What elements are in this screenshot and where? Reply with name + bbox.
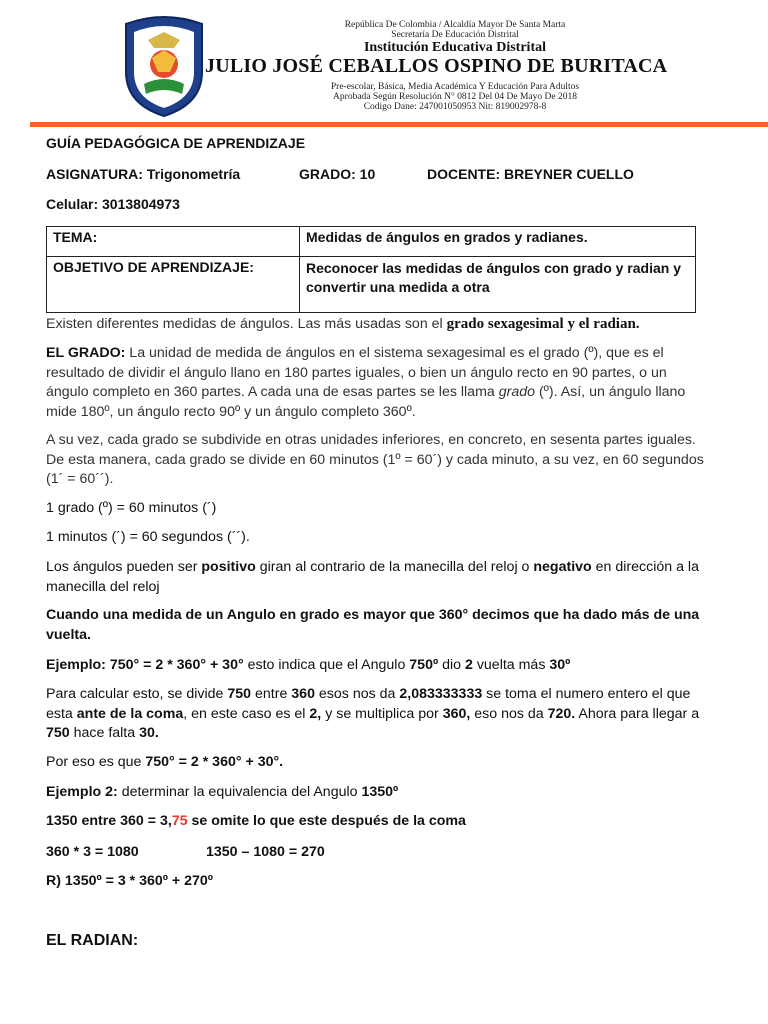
equation-2: 1 minutos (´) = 60 segundos (´´). <box>46 529 250 545</box>
tema-label: TEMA: <box>47 227 300 257</box>
signs-paragraph <box>46 558 706 597</box>
signs-text-2: giran al contrario de la manecilla del reloj o <box>255 559 534 575</box>
positive-term: positivo <box>201 559 256 575</box>
example-2-label: Ejemplo 2: <box>46 784 118 800</box>
example-1-text: esto indica que el Angulo <box>243 657 410 673</box>
subject: ASIGNATURA: Trigonometría <box>46 166 241 182</box>
header <box>0 0 768 128</box>
grado-paragraph <box>46 344 706 422</box>
calc-two: 2, <box>309 705 322 722</box>
example-1-text-3: vuelta más <box>472 657 550 673</box>
calc-text: Para calcular esto, se divide <box>46 686 228 702</box>
example-1-remainder: 30º <box>549 657 571 673</box>
calculation-paragraph <box>46 685 706 744</box>
calc-30: 30. <box>139 725 159 741</box>
calc-360: 360 <box>291 686 315 702</box>
result-line: R) 1350º = 3 * 360º + 270º <box>46 873 213 889</box>
grado-text: La unidad de medida de ángulos en el sistema sexagesimal es el grado (º), que es el resultado de dividir el ángulo llano en 180 partes iguales, o bien un ángulo recto en 90 partes, o un ángulo completo en 360 partes. A cada una de esas partes se les llama <box>46 345 667 400</box>
tema-value: Medidas de ángulos en grados y radianes. <box>300 227 696 257</box>
por-eso-line <box>46 753 706 773</box>
header-line-1: República De Colombia / Alcaldía Mayor De Santa Marta <box>344 20 566 30</box>
example-2-angle: 1350º <box>361 784 399 800</box>
radian-heading: EL RADIAN: <box>46 932 139 949</box>
school-name: JULIO JOSÉ CEBALLOS OSPINO DE BURITACA <box>205 55 668 77</box>
calc-text: entre <box>251 686 292 702</box>
division-line <box>46 812 706 832</box>
teacher: DOCENTE: BREYNER CUELLO <box>427 166 634 182</box>
example-2 <box>46 783 706 803</box>
header-line-2: Secretaría De Educación Distrital <box>391 30 519 40</box>
intro-paragraph <box>46 315 706 335</box>
intro-bold: grado sexagesimal y el radian. <box>446 316 640 332</box>
division-text: 1350 entre 360 = 3, <box>46 813 172 829</box>
calc-text: y se multiplica por <box>321 705 443 722</box>
header-divider <box>30 122 768 127</box>
header-institution: Institución Educativa Distrital <box>363 40 546 55</box>
intro-text: Existen diferentes medidas de ángulos. Las más usadas son el <box>46 316 447 332</box>
calc-text: hace falta <box>69 725 140 741</box>
grade: GRADO: 10 <box>299 166 376 182</box>
objetivo-label: OBJETIVO DE APRENDIZAJE: <box>47 257 300 313</box>
header-line-5: Pre-escolar, Básica, Media Académica Y Educación Para Adultos <box>330 82 580 92</box>
guide-title: GUÍA PEDAGÓGICA DE APRENDIZAJE <box>46 135 306 151</box>
signs-text-3: en dirección a la manecilla del reloj <box>46 559 699 595</box>
calc-750: 750 <box>227 686 252 702</box>
division-decimal-highlight: 75 <box>171 813 188 829</box>
por-eso-equation: 750° = 2 * 360° + 30°. <box>145 754 284 770</box>
multiplication-line: 360 * 3 = 1080 <box>46 844 139 860</box>
topic-table <box>46 226 696 313</box>
header-line-7: Codigo Dane: 247001050953 Nit: 819002978-8 <box>363 102 547 112</box>
vuelta-paragraph: Cuando una medida de un Angulo en grado es mayor que 360° decimos que ha dado más de una vuelta. <box>46 607 700 643</box>
calc-decimal: 2,083333333 <box>399 686 483 702</box>
grado-label: EL GRADO: <box>46 345 126 361</box>
table-row <box>47 227 696 257</box>
calc-360b: 360, <box>442 705 471 722</box>
example-1-turns: 2 <box>464 657 473 673</box>
signs-text: Los ángulos pueden ser <box>46 559 202 575</box>
example-1-text-2: dio <box>438 657 465 673</box>
grado-text-end: (º). Así, un ángulo llano mide 180º, un ángulo recto 90º y un ángulo completo 360º. <box>46 384 686 420</box>
calc-text: eso nos da <box>470 705 548 722</box>
calc-720: 720. <box>547 705 576 722</box>
objetivo-value: Reconocer las medidas de ángulos con grado y radian y convertir una medida a otra <box>300 257 696 313</box>
calc-ante: ante de la coma <box>76 705 184 722</box>
table-row <box>47 257 696 313</box>
subdivision-paragraph: A su vez, cada grado se subdivide en otras unidades inferiores, en concreto, en sesenta partes iguales. De esta manera, cada grado se divide en 60 minutos (1º = 60´) y cada minuto, a su vez, en 60 segundos (1´ = 60´´). <box>46 432 704 487</box>
example-1-equation: Ejemplo: 750° = 2 * 360° + 30° <box>46 657 244 673</box>
example-2-text: determinar la equivalencia del Angulo <box>117 784 362 800</box>
calc-text: esos nos da <box>314 686 400 702</box>
subtraction-line: 1350 – 1080 = 270 <box>206 844 325 860</box>
header-line-6: Aprobada Según Resolución N° 0812 Del 04 De Mayo De 2018 <box>333 92 577 102</box>
calc-text: Ahora para llegar a <box>575 705 700 722</box>
equation-1: 1 grado (º) = 60 minutos (´) <box>46 500 217 516</box>
calc-text: , en este caso es el <box>183 705 310 722</box>
calc-750b: 750 <box>46 725 70 741</box>
por-eso-text: Por eso es que <box>46 754 146 770</box>
calc-text: se toma el numero entero el que esta <box>46 686 691 722</box>
example-1-angle: 750º <box>409 657 439 673</box>
school-crest-logo <box>118 14 210 118</box>
phone: Celular: 3013804973 <box>46 196 180 212</box>
grado-emphasis: grado <box>498 384 536 400</box>
example-1 <box>46 656 706 676</box>
negative-term: negativo <box>533 559 592 575</box>
division-text-2: se omite lo que este después de la coma <box>187 813 466 829</box>
